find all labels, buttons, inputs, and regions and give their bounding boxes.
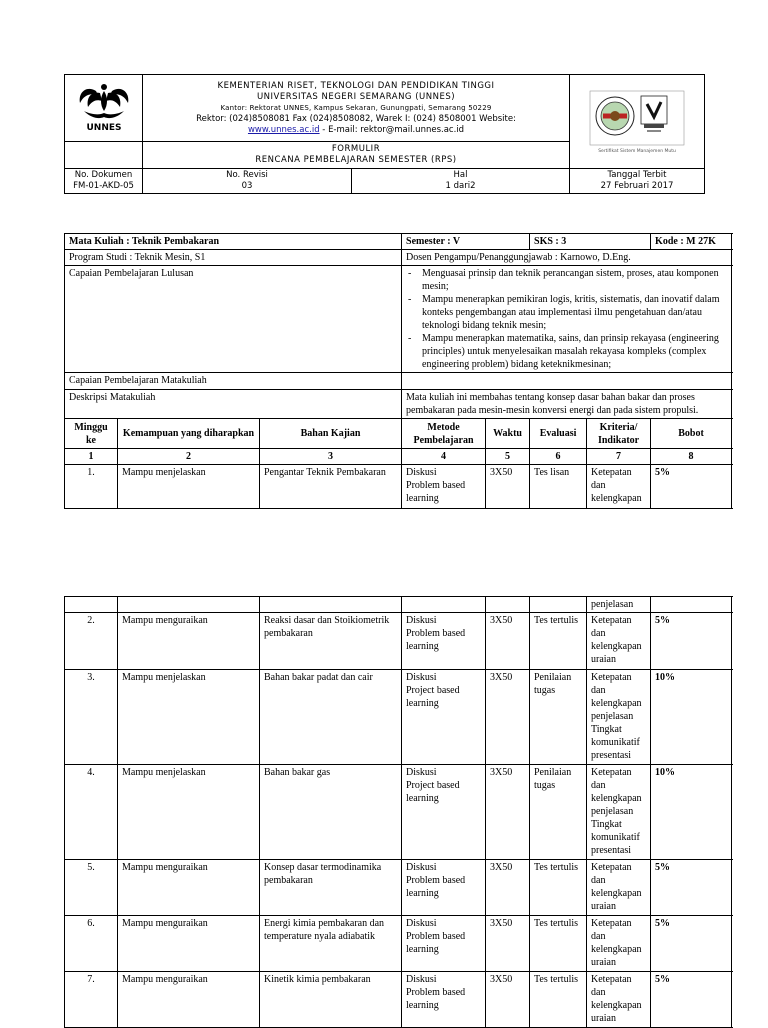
institution-block (143, 75, 570, 142)
col-number: 5 (486, 449, 530, 465)
metode-line: Problem based learning (406, 875, 466, 899)
row-kriteria: Ketepatan dan kelengkapan uraian (587, 860, 651, 916)
row-waktu: 3X50 (486, 670, 530, 765)
issue-date-cell (570, 169, 705, 194)
row-kemampuan: Mampu menjelaskan (118, 765, 260, 860)
col-header-kriteria: Kriteria/ Indikator (587, 419, 651, 449)
lecturer: Dosen Pengampu/Penanggungjawab : Karnowo, D.Eng. (402, 250, 732, 266)
table-row (65, 765, 732, 860)
row-bahan: Reaksi dasar dan Stoikiometrik pembakaran (260, 613, 402, 670)
row-week: 5. (65, 860, 118, 916)
row-evaluasi: Tes lisan (530, 465, 587, 509)
row-week: 2. (65, 613, 118, 670)
row-metode (402, 972, 486, 1028)
form-label: FORMULIR (331, 144, 381, 154)
row-waktu: 3X50 (486, 916, 530, 972)
unnes-logo-cell (65, 75, 143, 142)
issue-date-label: Tanggal Terbit (607, 170, 667, 180)
row-bahan: Bahan bakar gas (260, 765, 402, 860)
row-waktu: 3X50 (486, 465, 530, 509)
row-kriteria: Ketepatan dan kelengkapan (587, 465, 651, 509)
row-bahan: Kinetik kimia pembakaran (260, 972, 402, 1028)
unnes-logo (76, 81, 132, 133)
metode-line: Diskusi (406, 615, 437, 626)
cpl-item: - Mampu menerapkan pemikiran logis, kritis, sistematis, dan inovatif dalam konteks pengembangan atau implementasi ilmu pengetahuan dan/atau teknologi bidang teknik mesin; (406, 293, 727, 332)
table-row (65, 972, 732, 1028)
row-bobot: 10% (651, 670, 732, 765)
issue-date-value: 27 Februari 2017 (600, 181, 674, 191)
col-header-kemampuan: Kemampuan yang diharapkan (118, 419, 260, 449)
cpl-label: Capaian Pembelajaran Lulusan (65, 266, 402, 373)
metode-line: Project based learning (406, 780, 460, 804)
row-week: 4. (65, 765, 118, 860)
col-number: 3 (260, 449, 402, 465)
table-row (65, 613, 732, 670)
row-metode (402, 765, 486, 860)
course-sks: SKS : 3 (530, 234, 651, 250)
contact-line: Rektor: (024)8508081 Fax (024)8508082, Warek I: (024) 8508001 Website: (196, 113, 516, 124)
doc-number-label: No. Dokumen (74, 170, 133, 180)
col-number: 4 (402, 449, 486, 465)
col-header-minggu: Minggu ke (65, 419, 118, 449)
metode-line: Diskusi (406, 672, 437, 683)
metode-line: Diskusi (406, 918, 437, 929)
row-kriteria (587, 765, 651, 860)
iso-certification-badges (589, 90, 685, 146)
row-evaluasi: Tes tertulis (530, 860, 587, 916)
metode-line: Problem based learning (406, 480, 466, 504)
kriteria-line: Ketepatan dan kelengkapan penjelasan (591, 672, 642, 722)
row-kemampuan: Mampu menjelaskan (118, 465, 260, 509)
row-waktu: 3X50 (486, 765, 530, 860)
row-kemampuan: Mampu menguraikan (118, 860, 260, 916)
col-number: 8 (651, 449, 732, 465)
web-email-line (143, 125, 569, 136)
col-header-bahan: Bahan Kajian (260, 419, 402, 449)
row-kriteria: Ketepatan dan kelengkapan uraian (587, 613, 651, 670)
row-week: 3. (65, 670, 118, 765)
doc-number-value: FM-01-AKD-05 (73, 181, 134, 191)
cpl-item: - Menguasai prinsip dan teknik perancangan sistem, proses, atau komponen mesin; (406, 267, 727, 293)
description-label: Deskripsi Matakuliah (65, 390, 402, 419)
row-bobot: 5% (651, 916, 732, 972)
row-bahan: Bahan bakar padat dan cair (260, 670, 402, 765)
revision-cell (143, 169, 352, 194)
metode-line: Problem based learning (406, 628, 466, 652)
row-kriteria: Ketepatan dan kelengkapan uraian (587, 916, 651, 972)
row-waktu: 3X50 (486, 972, 530, 1028)
form-title: RENCANA PEMBELAJARAN SEMESTER (RPS) (255, 155, 457, 165)
header-spacer-cell (65, 142, 143, 169)
ministry-name: KEMENTERIAN RISET, TEKNOLOGI DAN PENDIDIKAN TINGGI (217, 80, 495, 91)
row-evaluasi: Penilaian tugas (530, 765, 587, 860)
row-bobot: 5% (651, 465, 732, 509)
row-bobot: 5% (651, 860, 732, 916)
col-number: 1 (65, 449, 118, 465)
col-header-metode: Metode Pembelajaran (402, 419, 486, 449)
website-link[interactable]: www.unnes.ac.id (247, 124, 320, 135)
email-separator: - E-mail: (319, 124, 361, 135)
kriteria-line: Tingkat komunikatif presentasi (591, 819, 640, 856)
row-week: 6. (65, 916, 118, 972)
metode-line: Problem based learning (406, 987, 466, 1011)
continuation-kriteria: penjelasan (587, 597, 651, 613)
metode-line: Diskusi (406, 767, 437, 778)
col-header-waktu: Waktu (486, 419, 530, 449)
row-metode (402, 860, 486, 916)
page-cell (352, 169, 570, 194)
cpl-list (406, 267, 727, 371)
row-week: 7. (65, 972, 118, 1028)
row-week: 1. (65, 465, 118, 509)
row-metode (402, 465, 486, 509)
page-value: 1 dari2 (445, 181, 476, 191)
course-name: Mata Kuliah : Teknik Pembakaran (65, 234, 402, 250)
study-program: Program Studi : Teknik Mesin, S1 (65, 250, 402, 266)
address-line: Kantor: Rektorat UNNES, Kampus Sekaran, Gunungpati, Semarang 50229 (220, 103, 492, 112)
row-metode (402, 670, 486, 765)
row-metode (402, 613, 486, 670)
revision-value: 03 (241, 181, 253, 191)
row-kemampuan: Mampu menguraikan (118, 972, 260, 1028)
rps-table-continued (64, 596, 732, 1028)
form-title-block (143, 142, 570, 169)
metode-line: Diskusi (406, 862, 437, 873)
rps-table-main (64, 233, 732, 509)
logo-text: UNNES (85, 122, 122, 133)
doc-number-cell (65, 169, 143, 194)
row-kriteria (587, 670, 651, 765)
row-metode (402, 916, 486, 972)
table-row (65, 465, 732, 509)
course-code: Kode : M 27K (651, 234, 732, 250)
certification-cell (570, 75, 705, 169)
row-evaluasi: Tes tertulis (530, 613, 587, 670)
university-name: UNIVERSITAS NEGERI SEMARANG (UNNES) (256, 91, 456, 102)
row-waktu: 3X50 (486, 860, 530, 916)
row-waktu: 3X50 (486, 613, 530, 670)
revision-label: No. Revisi (226, 170, 268, 180)
metode-line: Project based learning (406, 685, 460, 709)
cpl-item: - Mampu menerapkan matematika, sains, dan prinsip rekayasa (engineering principles) untuk menyelesaikan masalah rekayasa kompleks (complex engineering problem) bidang keteknikmesinan; (406, 332, 727, 371)
row-evaluasi: Tes tertulis (530, 916, 587, 972)
row-bahan: Pengantar Teknik Pembakaran (260, 465, 402, 509)
row-kriteria: Ketepatan dan kelengkapan uraian (587, 972, 651, 1028)
email-address[interactable]: rektor@mail.unnes.ac.id (360, 124, 465, 135)
metode-line: Problem based learning (406, 931, 466, 955)
row-bahan: Energi kimia pembakaran dan temperature nyala adiabatik (260, 916, 402, 972)
certification-caption: Sertifikat Sistem Manajemen Mutu (598, 148, 676, 154)
col-number: 7 (587, 449, 651, 465)
description-content: Mata kuliah ini membahas tentang konsep dasar bahan bakar dan proses pembakaran pada mesin-mesin konversi energi dan pada sistem propulsi. (402, 390, 732, 419)
col-header-bobot: Bobot (651, 419, 732, 449)
row-bobot: 5% (651, 972, 732, 1028)
col-number: 2 (118, 449, 260, 465)
table-row (65, 670, 732, 765)
table-row (65, 860, 732, 916)
course-semester: Semester : V (402, 234, 530, 250)
metode-line: Diskusi (406, 467, 437, 478)
row-kemampuan: Mampu menjelaskan (118, 670, 260, 765)
table-row (65, 916, 732, 972)
cpmk-content (402, 373, 732, 390)
row-kemampuan: Mampu menguraikan (118, 613, 260, 670)
cpmk-label: Capaian Pembelajaran Matakuliah (65, 373, 402, 390)
kriteria-line: Ketepatan dan kelengkapan penjelasan (591, 767, 642, 817)
row-kemampuan: Mampu menguraikan (118, 916, 260, 972)
row-bahan: Konsep dasar termodinamika pembakaran (260, 860, 402, 916)
row-evaluasi: Tes tertulis (530, 972, 587, 1028)
cpl-content (402, 266, 732, 373)
row-evaluasi: Penilaian tugas (530, 670, 587, 765)
col-header-evaluasi: Evaluasi (530, 419, 587, 449)
metode-line: Diskusi (406, 974, 437, 985)
continuation-row (65, 597, 732, 613)
row-bobot: 5% (651, 613, 732, 670)
document-header (64, 74, 705, 194)
col-number: 6 (530, 449, 587, 465)
kriteria-line: Tingkat komunikatif presentasi (591, 724, 640, 761)
row-bobot: 10% (651, 765, 732, 860)
page-label: Hal (453, 170, 468, 180)
